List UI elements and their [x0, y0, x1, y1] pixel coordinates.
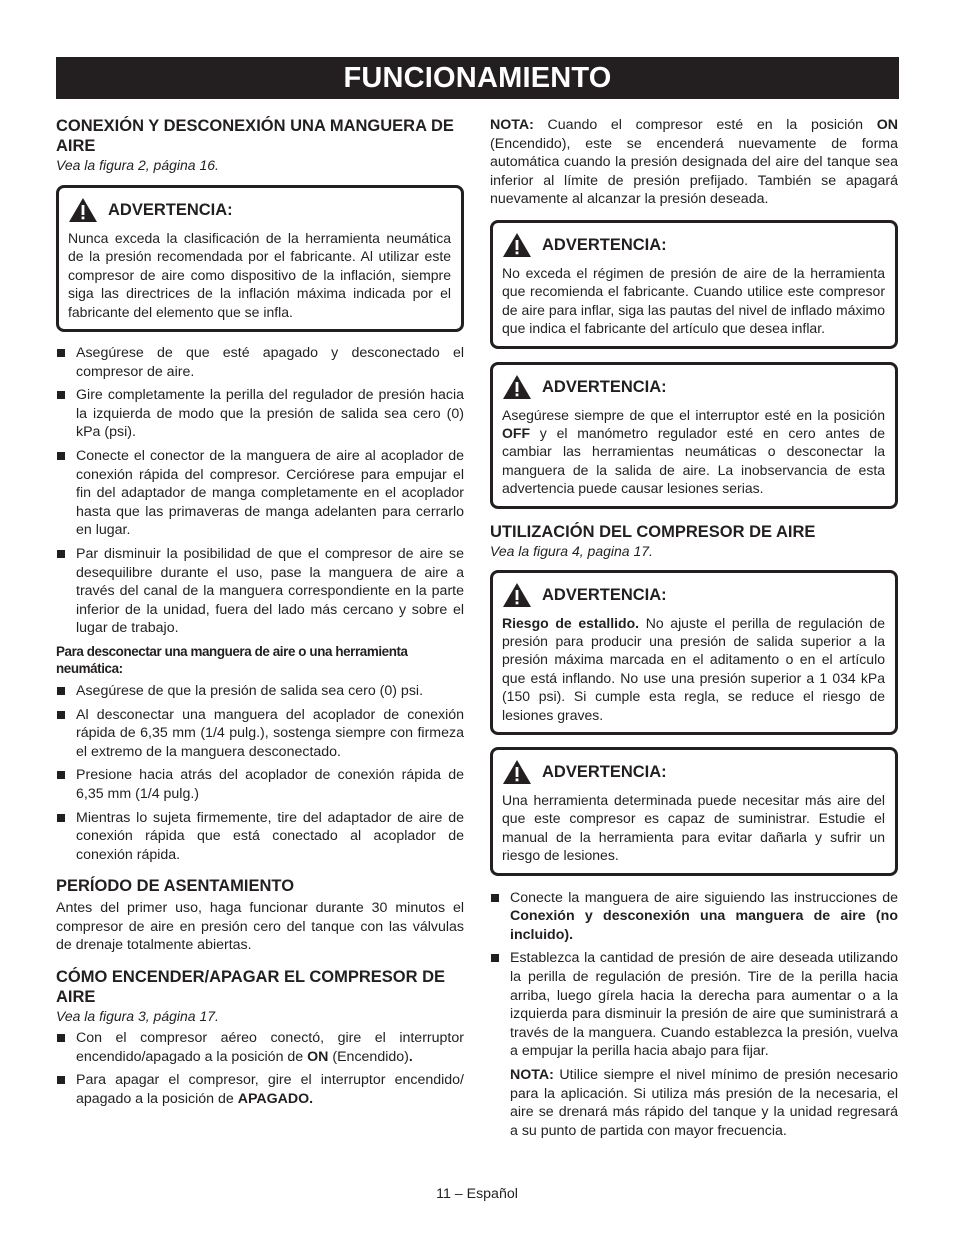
warning-text: Asegúrese siempre de que el interruptor esté en la posición OFF y el manómetro regulador esté en cero antes de cambiar las herramientas neumáticas o desconectar la manguera de la salida de aire. La inobservancia de esta advertencia puede causar lesiones serias. — [502, 406, 885, 497]
list-item: Asegúrese de que esté apagado y desconectado el compresor de aire. — [56, 344, 464, 381]
warning-box — [490, 747, 898, 876]
warning-triangle-icon — [502, 582, 532, 608]
list-item: Par disminuir la posibilidad de que el compresor de aire se desequilibre durante el uso, pase la manguera de aire a través del canal de la manguera correspondiente en la parte inferior de la unidad, fuera del lado más cercano y sobre el lugar de trabajo. — [56, 545, 464, 638]
warning-triangle-icon — [68, 197, 98, 223]
warning-text: Riesgo de estallido. No ajuste el perilla de regulación de presión para producir una presión de salida superior a la presión máxima marcada en el aditamento o en el artículo que está inflando. No use una presión superior a 1 034 kPa (150 psi). Si cumple esta regla, se reduce el riesgo de lesiones graves. — [502, 614, 885, 723]
right-column — [490, 116, 898, 1140]
page-footer: 11 – Español — [436, 1186, 518, 1202]
left-column — [56, 116, 464, 1113]
list-item: Para apagar el compresor, gire el interruptor encendido/ apagado a la posición de APAGADO. — [56, 1071, 464, 1108]
list-item: Conecte la manguera de aire siguiendo las instrucciones de Conexión y desconexión una manguera de aire (no incluido). — [490, 889, 898, 945]
figure-ref: Vea la figura 3, página 17. — [56, 1008, 219, 1025]
heading-connect-hose: CONEXIÓN Y DESCONEXIÓN UNA MANGUERA DE AIRE — [56, 117, 454, 155]
heading-break-in: PERÍODO DE ASENTAMIENTO — [56, 877, 295, 896]
figure-ref: Vea la figura 2, página 16. — [56, 157, 219, 173]
list-item: Al desconectar una manguera del acoplador de conexión rápida de 6,35 mm (1/4 pulg.), sostenga siempre con firmeza el extremo de la manguera desconectado. — [56, 706, 464, 762]
disconnect-steps-list — [56, 682, 464, 864]
list-item: Presione hacia atrás del acoplador de conexión rápida de 6,35 mm (1/4 pulg.) — [56, 766, 464, 803]
warning-box — [56, 185, 464, 332]
connect-steps-list — [56, 344, 464, 638]
on-off-list — [56, 1029, 464, 1108]
list-item: Mientras lo sujeta firmemente, tire del adaptador de aire de conexión rápida que está conectado al acoplador de conexión rápida. — [56, 809, 464, 865]
list-item: Asegúrese de que la presión de salida sea cero (0) psi. — [56, 682, 464, 701]
warning-triangle-icon — [502, 759, 532, 785]
heading-on-off: CÓMO ENCENDER/APAGAR EL COMPRESOR DE AIRE — [56, 968, 446, 1007]
warning-box — [490, 362, 898, 509]
warning-title: ADVERTENCIA: — [542, 235, 667, 254]
note-min-pressure: NOTA: Utilice siempre el nivel mínimo de presión necesario para la aplicación. Si utiliza más presión de la necesaria, el aire se drenará más rápido del tanque y la unidad regresará a su punto de partida con mayor frecuencia. — [510, 1067, 898, 1139]
list-item: Gire completamente la perilla del regulador de presión hacia la izquierda de modo que la presión de salida sea cero (0) kPa (psi). — [56, 386, 464, 442]
warning-title: ADVERTENCIA: — [542, 377, 667, 396]
warning-box — [490, 220, 898, 349]
warning-title: ADVERTENCIA: — [542, 585, 667, 604]
list-item: Establezca la cantidad de presión de aire deseada utilizando la perilla de regulación de presión. Tire de la perilla hacia arriba, luego gírela hacia la derecha para aumentar o a la izquierda para disminuir la presión de aire que suministrará a través de la manguera. Cuando establezca la presión, vuelva a empujar la perilla hacia abajo para fijar. — [490, 949, 898, 1061]
note-auto-restart: NOTA: Cuando el compresor esté en la posición ON (Encendido), este se encenderá nuevamente de forma automática cuando la presión designada del aire del tanque sea inferior al límite de presión prefijado. También se apagará nuevamente al alcanzar la presión deseada. — [490, 117, 898, 208]
warning-title: ADVERTENCIA: — [108, 201, 233, 219]
list-item: Con el compresor aéreo conectó, gire el interruptor encendido/apagado a la posición de ON (Encendido). — [56, 1029, 464, 1066]
figure-ref: Vea la figura 4, pagina 17. — [490, 542, 653, 559]
section-banner: FUNCIONAMIENTO — [56, 57, 899, 99]
warning-text: Una herramienta determinada puede necesitar más aire del que este compresor es capaz de suministrar. Estudie el manual de la herramienta para evitar dañarla y sufrir un riesgo de lesiones. — [502, 792, 885, 864]
warning-text: Nunca exceda la clasificación de la herramienta neumática de la presión recomendada por el fabricante. Al utilizar este compresor de aire como dispositivo de la inflación, siempre siga las directrices de la inflación máxima indicada por el fabricante del elemento que se infla. — [68, 230, 451, 320]
warning-triangle-icon — [502, 374, 532, 400]
warning-triangle-icon — [502, 232, 532, 258]
usage-steps-list — [490, 889, 898, 1061]
break-in-text: Antes del primer uso, haga funcionar durante 30 minutos el compresor de aire en presión cero del tanque con las válvulas de drenaje totalmente abiertas. — [56, 900, 464, 954]
list-item: Conecte el conector de la manguera de aire al acoplador de conexión rápida del compresor. Cerciórese para empujar el fin del adaptador de manga completamente en el acoplador hasta que las primaveras de manga adelanten para cerrarlo en lugar. — [56, 447, 464, 540]
subheading-disconnect: Para desconectar una manguera de aire o una herramienta neumática: — [56, 643, 408, 677]
warning-title: ADVERTENCIA: — [542, 763, 667, 782]
heading-using-compressor: UTILIZACIÓN DEL COMPRESOR DE AIRE — [490, 522, 816, 541]
warning-box — [490, 570, 898, 735]
warning-text: No exceda el régimen de presión de aire de la herramienta que recomienda el fabricante. Cuando utilice este compresor de aire para inflar, siga las pautas del nivel de inflado máximo que indica el fabricante del artículo que desea inflar. — [502, 264, 885, 337]
